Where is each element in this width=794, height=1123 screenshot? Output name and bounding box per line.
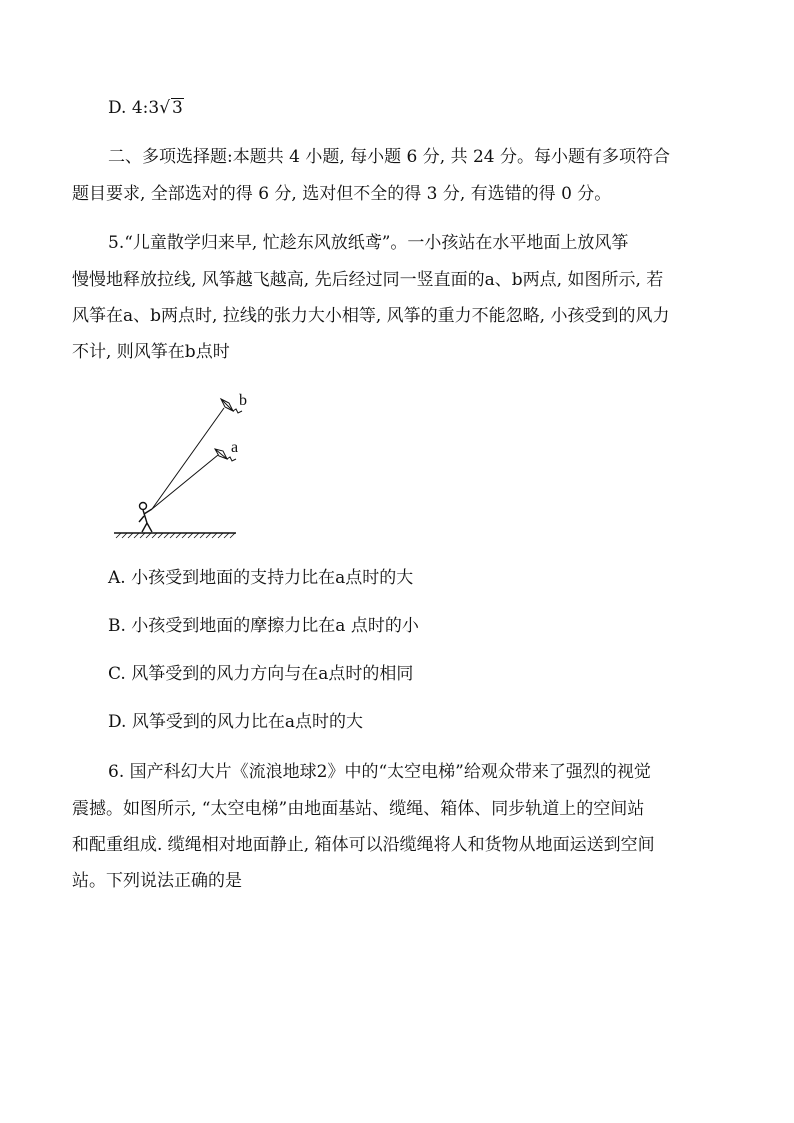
q6-line1: 6. 国产科幻大片《流浪地球2》中的“太空电梯”给观众带来了强烈的视觉 [108,762,651,782]
sqrt-radicand: 3 [172,98,183,118]
q5-option-d: D. 风筝受到的风力比在a点时的大 [108,712,363,732]
q5-option-a: A. 小孩受到地面的支持力比在a点时的大 [108,568,414,588]
q5-line3: 风筝在a、b两点时, 拉线的张力大小相等, 风筝的重力不能忽略, 小孩受到的风力 [72,306,670,326]
q5-line4: 不计, 则风筝在b点时 [72,342,230,362]
q5-option-c: C. 风筝受到的风力方向与在a点时的相同 [108,664,414,684]
label-b: b [239,392,247,409]
kite-diagram [112,385,247,545]
kite-figure [112,385,247,545]
q6-line4: 站。下列说法正确的是 [72,871,242,891]
q5-option-b: B. 小孩受到地面的摩擦力比在a 点时的小 [108,616,419,636]
sqrt-sign: √ [159,98,171,118]
q4-option-d [108,96,184,120]
q4-option-d-prefix: D. 4:3 [108,98,160,118]
section2-line2: 题目要求, 全部选对的得 6 分, 选对但不全的得 3 分, 有选错的得 0 分。 [72,184,612,204]
q6-line3: 和配重组成. 缆绳相对地面静止, 箱体可以沿缆绳将人和货物从地面运送到空间 [72,835,655,855]
label-a: a [231,439,239,456]
q6-line2: 震撼。如图所示, “太空电梯”由地面基站、缆绳、箱体、同步轨道上的空间站 [72,799,645,819]
q5-line1: 5.“儿童散学归来早, 忙趁东风放纸鸢”。一小孩站在水平地面上放风筝 [108,233,629,253]
section2-line1: 二、多项选择题:本题共 4 小题, 每小题 6 分, 共 24 分。每小题有多项符合 [108,147,671,167]
child-figure [139,503,152,533]
q5-line2: 慢慢地释放拉线, 风筝越飞越高, 先后经过同一竖直面的a、b两点, 如图所示, 若 [72,270,664,290]
